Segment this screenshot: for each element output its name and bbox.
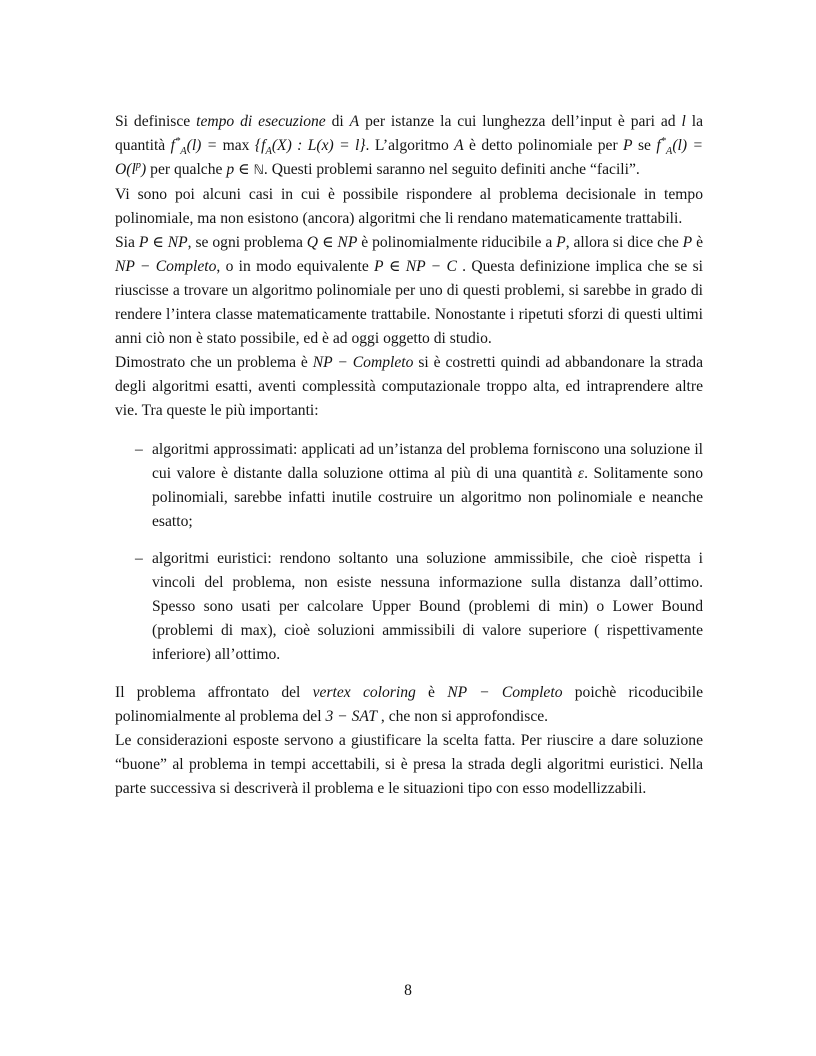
term-tempo-di-esecuzione: tempo di esecuzione [196, 113, 326, 130]
text: Si definisce [115, 113, 197, 130]
text: , se ogni problema [187, 234, 307, 251]
text: di [325, 113, 350, 130]
math-expr: (l) = [186, 137, 223, 154]
math-var: NP [337, 234, 358, 251]
text: ∈ [383, 258, 406, 275]
math-sub: A [665, 146, 673, 158]
paragraph-np-complete-definition [115, 231, 703, 351]
math-var: P [138, 234, 149, 251]
math-var: l [681, 113, 686, 130]
text: ∈ [148, 234, 168, 251]
list-dash: – [135, 441, 143, 458]
text: per qualche [146, 161, 227, 178]
paragraph-consequences [115, 351, 703, 423]
text: per istanze la cui lunghezza dell’input è pari ad [359, 113, 682, 130]
math-expr: {f [249, 137, 266, 154]
text: è detto polinomiale per [463, 137, 624, 154]
text: algoritmi approssimati: applicati ad un’istanza del problema forniscono una soluzione il cui valore è distante dalla soluzione ottima al più di una quantità [152, 441, 703, 482]
paragraph-decision-problems: Vi sono poi alcuni casi in cui è possibile rispondere al problema decisionale in tempo polinomiale, ma non esistono (ancora) algoritmi che li rendano matematicamente trattabili. [115, 186, 703, 227]
list-dash: – [135, 550, 143, 567]
text: . L’algoritmo [365, 137, 455, 154]
math-var: A [454, 137, 464, 154]
text: Il problema affrontato del [115, 684, 313, 701]
text: ∈ [234, 161, 254, 178]
text: poichè ricoducibile polinomialmente al problema del [115, 684, 704, 725]
text: la quantità [115, 113, 704, 154]
math-var: Q [306, 234, 319, 251]
text: . Questa definizione implica che se si riuscisse a trovare un algoritmo polinomiale per uno di questi problemi, si sarebbe in grado di rendere l’intera classe matematicamente trattabile. Nonostante i ripetuti sforzi di questi ultimi anni ciò non è stato possibile, ed è ad oggi oggetto di studio. [115, 258, 704, 347]
math-expr: NP − Completo [312, 354, 414, 371]
paragraph-vertex-coloring [115, 681, 703, 729]
term-vertex-coloring: vertex coloring [312, 684, 416, 701]
text: si è costretti quindi ad abbandonare la strada degli algoritmi esatti, aventi complessità computazionale troppo alta, ed intraprendere altre vie. Tra queste le più importanti: [115, 354, 703, 419]
naturals-symbol: ℕ [253, 163, 264, 178]
text: è polinomialmente riducibile a [357, 234, 557, 251]
math-sup: p [135, 159, 142, 171]
math-expr: NP − C [405, 258, 457, 275]
math-var: A [349, 113, 360, 130]
text: Dimostrato che un problema è [115, 354, 313, 371]
math-var: NP [167, 234, 188, 251]
list-item [115, 547, 703, 667]
text: , che non si approfondisce. [377, 708, 549, 725]
math-var: f [656, 137, 661, 154]
math-sup: * [174, 135, 181, 147]
math-var: P [623, 137, 633, 154]
math-expr: 3 − SAT [325, 708, 378, 725]
text: è [692, 234, 704, 251]
math-expr: (X) : L(x) = l} [271, 137, 366, 154]
math-expr: NP − Completo [447, 684, 563, 701]
page-number: 8 [404, 982, 412, 999]
text: . Questi problemi saranno nel seguito definiti anche “facili”. [263, 161, 640, 178]
math-sub: A [180, 146, 187, 158]
text: è [415, 684, 448, 701]
math-var: p [226, 161, 235, 178]
formula-f-star [170, 135, 366, 158]
math-sup: * [660, 135, 666, 147]
text: Sia [115, 234, 139, 251]
text: algoritmi euristici: rendono soltanto una soluzione ammissibile, che cioè rispetta i vincoli del problema, non esiste nessuna informazione sulla distanza dall’ottimo. Spesso sono usati per calcolare Upper Bound (problemi di min) o Lower Bound (problemi di max), cioè soluzioni ammissibili di valore superiore ( rispettivamente inferiore) all’ottimo. [152, 550, 703, 663]
math-sub: A [265, 146, 272, 158]
text: , o in modo equivalente [216, 258, 375, 275]
math-expr: NP − Completo [115, 258, 217, 275]
math-op: max [222, 137, 250, 154]
paragraph-running-time-definition [115, 110, 703, 183]
math-var: P [682, 234, 693, 251]
math-expr: ) [141, 161, 147, 178]
paragraph-conclusion: Le considerazioni esposte servono a giustificare la scelta fatta. Per riuscire a dare soluzione “buone” al problema in tempi accettabili, si è presa la strada degli algoritmi euristici. Nella parte successiva si descriverà il problema e le situazioni tipo con esso modellizzabili. [115, 732, 703, 797]
math-var: P [374, 258, 384, 275]
algorithm-types-list [115, 438, 703, 667]
text: ∈ [318, 234, 338, 251]
math-var: P [556, 234, 566, 251]
math-var: f [170, 137, 175, 154]
text: . Solitamente sono polinomiali, sarebbe infatti inutile costruire un algoritmo non polinomiale e neanche esatto; [152, 465, 703, 530]
math-var: ε [577, 465, 585, 482]
list-item [115, 438, 703, 534]
text: se [632, 137, 657, 154]
page-body [115, 110, 703, 801]
text: , allora si dice che [565, 234, 683, 251]
math-expr: (l) = O(l [115, 137, 703, 178]
